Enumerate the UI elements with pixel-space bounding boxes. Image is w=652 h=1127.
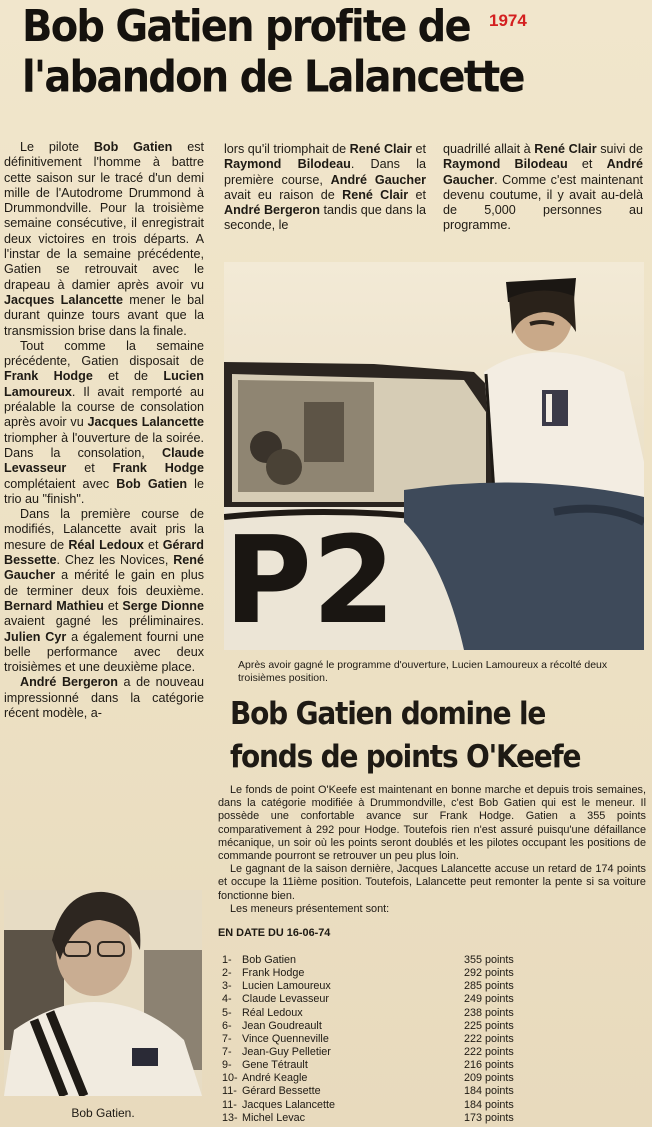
- standings-points: 216 points: [464, 1059, 514, 1072]
- article-paragraph: Dans la première course de modifiés, Lalancette avait pris la mesure de Réal Ledoux et Gérard Bessette. Chez les Novices, René Gaucher a mérité le gain en plus de terminer deux fois deuxième. Bernard Mathieu et Serge Dionne avaient gagné les préliminaires. Julien Cyr a également fourni une belle performance avec deux troisièmes et une deuxième place.: [4, 507, 205, 675]
- standings-points: 355 points: [464, 954, 514, 966]
- year-annotation: 1974: [489, 11, 527, 30]
- standings-rank: 13-: [222, 1111, 238, 1124]
- standings-row: [222, 1020, 552, 1033]
- article-paragraph: Tout comme la semaine précédente, Gatien disposait de Frank Hodge et de Lucien Lamoureux. Il avait remporté au préalable la course de consolation après avoir vu Jacques Lalancette triompher à l'ouverture de la soirée. Dans la consolation, Claude Levasseur et Frank Hodge complétaient avec Bob Gatien le trio au "finish".: [4, 338, 204, 506]
- article2-paragraph: Le fonds de point O'Keefe est maintenant en bonne marche et depuis trois semaines, dans la catégorie modifiée à Drummondville, c'est Bob Gatien qui est le meneur. Il possède une confortable avance sur Frank Hodge. Gatien a 355 points comparativement à 292 pour Hodge. Toutefois rien n'est assuré puisqu'une défaillance mécanique, un soir où les points seront doublés et les pilotes occupant les positions de commande pourront se retrouver un peu plus loin.: [218, 784, 646, 863]
- standings-rank: 4-: [222, 993, 232, 1006]
- standings-driver: Jean-Guy Pelletier: [242, 1045, 331, 1058]
- points-fund-article: [218, 784, 646, 916]
- standings-rank: 1-: [222, 954, 232, 966]
- standings-driver: Vince Quenneville: [242, 1032, 329, 1045]
- article-column-3: [443, 142, 643, 234]
- standings-row: [222, 954, 552, 967]
- standings-driver: Gene Tétrault: [242, 1059, 308, 1072]
- car-number: P2: [224, 512, 396, 650]
- standings-points: 225 points: [464, 1019, 514, 1032]
- standings-driver: Lucien Lamoureux: [242, 980, 331, 993]
- standings-points: 249 points: [464, 993, 514, 1006]
- standings-points: 238 points: [464, 1006, 514, 1019]
- second-headline-line-1: Bob Gatien domine le: [230, 695, 546, 732]
- standings-row: [222, 967, 552, 980]
- standings-driver: Claude Levasseur: [242, 993, 330, 1006]
- driver-portrait-photo: [4, 890, 202, 1096]
- standings-row: [222, 1007, 552, 1020]
- driver-portrait-illustration: [4, 890, 202, 1096]
- standings-points: 222 points: [464, 1045, 514, 1058]
- standings-row: [222, 980, 552, 993]
- standings-row: [222, 1085, 552, 1098]
- second-headline-line-2: fonds de points O'Keefe: [230, 738, 581, 775]
- standings-rank: 3-: [222, 980, 232, 993]
- standings-row: [222, 1072, 552, 1085]
- standings-rank: 2-: [222, 967, 232, 980]
- standings-row: [222, 1046, 552, 1059]
- article-paragraph: Le pilote Bob Gatien est définitivement l'homme à battre cette saison sur le tracé d'un demi mille de l'Autodrome Drummond à Drummondville. Pour la troisième semaine consécutive, il enregistrait deux victoires en trois départs. A l'instar de la semaine précédente, Gatien se retrouvait avec le drapeau à damier après avoir vu Jacques Lalancette mener le bal durant quinze tours avant que la transmission brise dans la finale.: [4, 140, 204, 338]
- standings-points: 184 points: [464, 1085, 514, 1098]
- standings-rank: 9-: [222, 1059, 232, 1072]
- standings-points: 222 points: [464, 1032, 514, 1045]
- standings-rank: 6-: [222, 1019, 232, 1032]
- standings-rank: 7-: [222, 1032, 232, 1045]
- standings-rank: 5-: [222, 1006, 232, 1019]
- article2-paragraph: Le gagnant de la saison dernière, Jacques Lalancette accuse un retard de 174 points et occupe la 11ième position. Toutefois, Lalancette peut remonter la pente si sa voiture fonctionne bien.: [218, 863, 646, 902]
- portrait-caption: Bob Gatien.: [71, 1106, 135, 1120]
- standings-driver: Jean Goudreault: [242, 1019, 322, 1032]
- standings-row: [222, 1099, 552, 1112]
- standings-driver: Réal Ledoux: [242, 1006, 303, 1019]
- article-paragraph: lors qu'il triomphait de René Clair et Raymond Bilodeau. Dans la première course, André Gaucher avait eu raison de René Clair et André Bergeron tandis que dans la seconde, le: [224, 142, 427, 233]
- race-car-illustration: [224, 262, 644, 650]
- standings-rank: 10-: [222, 1072, 238, 1085]
- second-headline: [230, 692, 640, 778]
- headline-line-1: Bob Gatien profite de: [22, 2, 470, 52]
- standings-driver: André Keagle: [242, 1072, 308, 1085]
- standings-points: 184 points: [464, 1098, 514, 1111]
- standings-row: [222, 1112, 552, 1125]
- article-paragraph: André Bergeron a de nouveau impressionné dans la catégorie récent modèle, a-: [4, 675, 204, 720]
- standings-row: [222, 1059, 552, 1072]
- article-column-2: [224, 142, 426, 234]
- standings-driver: Jacques Lalancette: [242, 1098, 336, 1111]
- headline-line-2: l'abandon de Lalancette: [22, 52, 524, 103]
- points-standings-table: [222, 954, 552, 1125]
- standings-driver: Michel Levac: [242, 1111, 306, 1124]
- standings-points: 292 points: [464, 967, 514, 980]
- article-paragraph: quadrillé allait à René Clair suivi de Raymond Bilodeau et André Gaucher. Comme c'est maintenant devenu coutume, il y avait au-delà de 5,000 personnes au programme.: [443, 142, 644, 233]
- race-car-photo: [224, 262, 644, 650]
- standings-row: [222, 1033, 552, 1046]
- standings-row: [222, 993, 552, 1006]
- standings-driver: Bob Gatien: [242, 954, 297, 966]
- standings-rank: 11-: [222, 1098, 237, 1111]
- photo-caption: Après avoir gagné le programme d'ouverture, Lucien Lamoureux a récolté deux troisièmes position.: [238, 659, 608, 684]
- standings-rank: 11-: [222, 1085, 237, 1098]
- standings-rank: 7-: [222, 1045, 232, 1058]
- standings-points: 173 points: [464, 1111, 514, 1124]
- standings-points: 209 points: [464, 1072, 514, 1085]
- article2-paragraph: Les meneurs présentement sont:: [230, 902, 390, 915]
- standings-date: EN DATE DU 16-06-74: [218, 927, 331, 939]
- standings-points: 285 points: [464, 980, 514, 993]
- article-column-1: [4, 140, 204, 721]
- standings-driver: Frank Hodge: [242, 967, 305, 980]
- standings-driver: Gérard Bessette: [242, 1085, 321, 1098]
